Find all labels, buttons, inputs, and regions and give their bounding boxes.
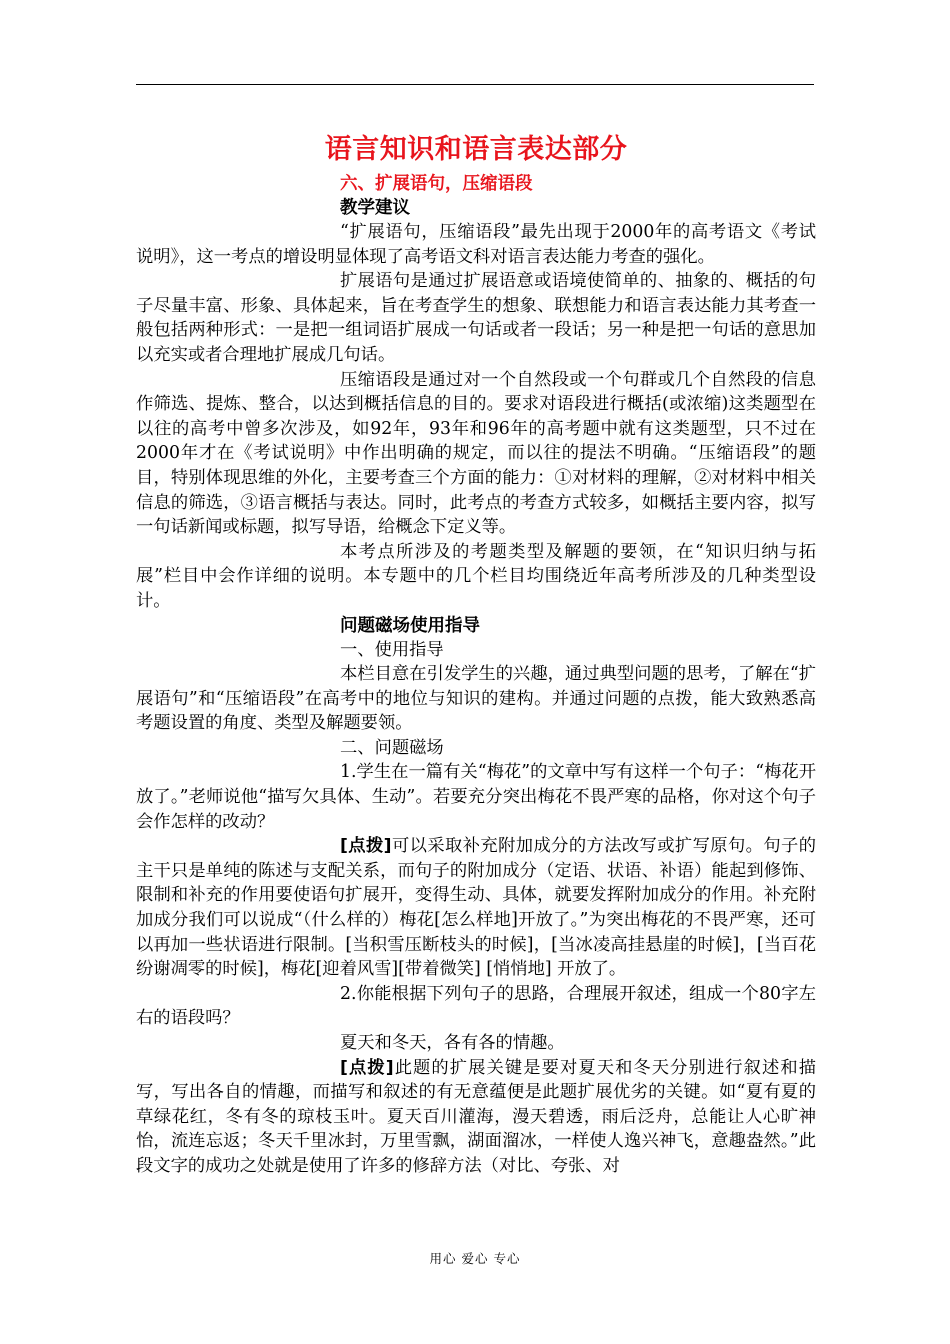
usage-paragraph: 本栏目意在引发学生的兴趣，通过典型问题的思考，了解在“扩展语句”和“压缩语段”在高考中的地位与知识的建构。并通过问题的点拨，能大致熟悉高考题设置的角度、类型及解题要领。: [136, 664, 816, 734]
question-1: 1.学生在一篇有关“梅花”的文章中写有这样一个句子：“梅花开放了。”老师说他“描写欠具体、生动”。若要充分突出梅花不畏严寒的品格，你对这个句子会作怎样的改动？: [136, 762, 816, 832]
field-heading: 二、问题磁场: [340, 737, 444, 758]
usage-heading: 一、使用指导: [340, 639, 444, 660]
teaching-paragraph: 扩展语句是通过扩展语意或语境使简单的、抽象的、概括的句子尽量丰富、形象、具体起来，旨在考查学生的想象、联想能力和语言表达能力其考查一般包括两种形式：一是把一组词语扩展成一句话或者一段话；另一种是把一句话的意思加以充实或者合理地扩展成几句话。: [136, 271, 816, 365]
question-1-hint: [136, 834, 816, 982]
question-2-sentence: 夏天和冬天，各有各的情趣。: [340, 1033, 565, 1053]
guide-heading: 问题磁场使用指导: [340, 615, 480, 636]
header-rule: [136, 84, 814, 85]
teaching-paragraph: “扩展语句，压缩语段”最先出现于2000年的高考语文《考试说明》，这一考点的增设明显体现了高考语文科对语言表达能力考查的强化。: [136, 222, 816, 267]
section-heading: 六、扩展语句，压缩语段: [340, 174, 533, 194]
question-2: 2.你能根据下列句子的思路，合理展开叙述，组成一个80字左右的语段吗？: [136, 983, 816, 1029]
page-title: 语言知识和语言表达部分: [324, 134, 628, 165]
hint-label: [点拨]: [340, 1057, 394, 1078]
document-body: [136, 128, 816, 1179]
question-2-hint: [136, 1056, 816, 1179]
teaching-paragraph: 压缩语段是通过对一个自然段或一个句群或几个自然段的信息作筛选、提炼、整合，以达到概括信息的目的。要求对语段进行概括(或浓缩)这类题型在以往的高考中曾多次涉及，如92年，93年和96年的高考题中就有这类题型，只不过在2000年才在《考试说明》中作出明确的规定，而以往的提法不明确。“压缩语段”的题目，特别体现思维的外化，主要考查三个方面的能力：①对材料的理解，②对材料中相关信息的筛选，③语言概括与表达。同时，此考点的考查方式较多，如概括主要内容，拟写一句话新闻或标题，拟写导语，给概念下定义等。: [136, 369, 816, 538]
teaching-paragraph: 本考点所涉及的考题类型及解题的要领，在“知识归纳与拓展”栏目中会作详细的说明。本专题中的几个栏目均围绕近年高考所涉及的几种类型设计。: [136, 541, 816, 611]
hint-label: [点拨]: [340, 836, 392, 857]
hint-text: 可以采取补充附加成分的方法改写或扩写原句。句子的主干只是单纯的陈述与支配关系，而句子的附加成分（定语、状语、补语）能起到修饰、限制和补充的作用要使语句扩展开，变得生动、具体，就要发挥附加成分的作用。补充附加成分我们可以说成“（什么样的）梅花[怎么样地]开放了。”为突出梅花的不畏严寒，还可以再加一些状语进行限制。[当积雪压断枝头的时候]，[当冰凌高挂悬崖的时候]，[当百花纷谢凋零的时候]，梅花[迎着风雪][带着微笑] [悄悄地] 开放了。: [136, 836, 816, 980]
page-footer: 用心 爱心 专心: [429, 1251, 521, 1266]
teaching-heading: 教学建议: [340, 198, 410, 218]
hint-text: 此题的扩展关键是要对夏天和冬天分别进行叙述和描写，写出各自的情趣，而描写和叙述的有无意蕴便是此题扩展优劣的关键。如“夏有夏的草绿花红，冬有冬的琼枝玉叶。夏天百川灌海，漫天碧透，雨后泛舟，总能让人心旷神怡，流连忘返；冬天千里冰封，万里雪飘，湖面溜冰，一样使人逸兴神飞，意趣盎然。”此段文字的成功之处就是使用了许多的修辞方法（对比、夸张、对: [136, 1057, 816, 1176]
